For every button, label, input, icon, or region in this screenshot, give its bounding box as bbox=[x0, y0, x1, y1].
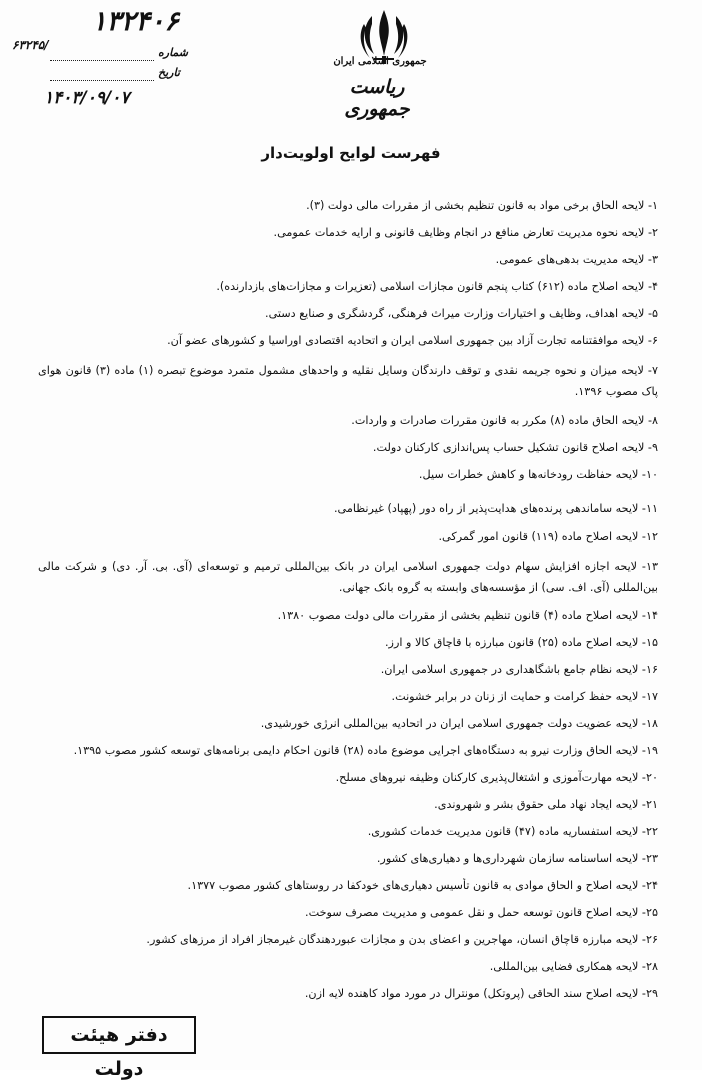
list-item: ۲۴- لایحه اصلاح و الحاق موادی به قانون تأسیس دهیاری‌های خودکفا در روستاهای کشور مصوب ۱۳۷۷. bbox=[187, 879, 658, 892]
list-item: ۲۰- لایحه مهارت‌آموزی و اشتغال‌پذیری کارکنان وظیفه نیروهای مسلح. bbox=[335, 771, 658, 784]
list-item: ۱۴- لایحه اصلاح ماده (۴) قانون تنظیم بخشی از مقررات مالی دولت مصوب ۱۳۸۰. bbox=[277, 609, 658, 622]
list-item: ۵- لایحه اهداف، وظایف و اختیارات وزارت میراث فرهنگی، گردشگری و صنایع دستی. bbox=[265, 307, 658, 320]
list-item: ۱۲- لایحه اصلاح ماده (۱۱۹) قانون امور گمرکی. bbox=[438, 530, 658, 543]
list-item: ۹- لایحه اصلاح قانون تشکیل حساب پس‌اندازی کارکنان دولت. bbox=[372, 441, 658, 454]
list-item: ۳- لایحه مدیریت بدهی‌های عمومی. bbox=[495, 253, 658, 266]
list-item: ۴- لایحه اصلاح ماده (۶۱۲) کتاب پنجم قانون مجازات اسلامی (تعزیرات و مجازات‌های بازدارنده). bbox=[216, 280, 658, 293]
list-item: ۲۳- لایحه اساسنامه سازمان شهرداری‌ها و دهیاری‌های کشور. bbox=[376, 852, 658, 865]
date-line bbox=[50, 80, 154, 81]
document-title: فهرست لوایح اولویت‌دار bbox=[261, 144, 441, 162]
list-item: ۸- لایحه الحاق ماده (۸) مکرر به قانون مقررات صادرات و واردات. bbox=[351, 414, 658, 427]
list-item: ۲۸- لایحه همکاری فضایی بین‌المللی. bbox=[489, 960, 658, 973]
list-item: ۱۳- لایحه اجازه افزایش سهام دولت جمهوری اسلامی ایران در بانک بین‌المللی ترمیم و توسعه‌ای (آی. بی. آر. دی) و شرکت مالی بین‌المللی (آی. اف. سی) از مؤسسه‌های وابسته به گروه بانک جهانی. bbox=[38, 560, 658, 594]
list-item: ۱۹- لایحه الحاق وزارت نیرو به دستگاه‌های اجرایی موضوع ماده (۲۸) قانون احکام دایمی برنامه‌های توسعه کشور مصوب ۱۳۹۵. bbox=[73, 744, 658, 757]
number-label: شماره bbox=[158, 46, 189, 59]
list-item: ۲۶- لایحه مبارزه قاچاق انسان، مهاجرین و اعضای بدن و مجازات عبوردهندگان غیرمجاز افراد از مرزهای کشور. bbox=[146, 933, 658, 946]
list-item: ۱۰- لایحه حفاظت رودخانه‌ها و کاهش خطرات سیل. bbox=[418, 468, 658, 481]
list-item: ۱۱- لایحه ساماندهی پرنده‌های هدایت‌پذیر از راه دور (پهپاد) غیرنظامی. bbox=[333, 502, 658, 515]
list-item: ۱۸- لایحه عضویت دولت جمهوری اسلامی ایران در اتحادیه بین‌المللی انرژی خورشیدی. bbox=[260, 717, 658, 730]
header-republic: جمهوری اسلامی ایران bbox=[333, 56, 427, 67]
list-item: ۲۹- لایحه اصلاح سند الحاقی (پروتکل) مونترال در مورد مواد کاهنده لایه ازن. bbox=[304, 987, 658, 1000]
header-presidency: ریاست جمهوری bbox=[344, 76, 410, 120]
list-item: ۲۵- لایحه اصلاح قانون توسعه حمل و نقل عمومی و مدیریت مصرف سوخت. bbox=[305, 906, 658, 919]
list-item: ۶- لایحه موافقتنامه تجارت آزاد بین جمهوری اسلامی ایران و اتحادیه اقتصادی اوراسیا و کشورهای عضو آن. bbox=[167, 334, 658, 347]
list-item: ۲- لایحه نحوه مدیریت تعارض منافع در انجام وظایف قانونی و ارایه خدمات عمومی. bbox=[273, 226, 658, 239]
registration-code: ۶۳۲۴۵/ bbox=[12, 38, 49, 52]
list-item: ۲۱- لایحه ایجاد نهاد ملی حقوق بشر و شهروندی. bbox=[434, 798, 658, 811]
list-item: ۱۵- لایحه اصلاح ماده (۲۵) قانون مبارزه با قاچاق کالا و ارز. bbox=[385, 636, 658, 649]
priority-bills-list bbox=[38, 198, 658, 1002]
number-line bbox=[50, 60, 154, 61]
list-item: ۱- لایحه الحاق برخی مواد به قانون تنظیم بخشی از مقررات مالی دولت (۳). bbox=[306, 199, 658, 212]
date-label: تاریخ bbox=[158, 66, 180, 79]
list-item: ۲۲- لایحه استفساریه ماده (۴۷) قانون مدیریت خدمات کشوری. bbox=[367, 825, 658, 838]
list-item: ۱۶- لایحه نظام جامع باشگاهداری در جمهوری اسلامی ایران. bbox=[380, 663, 658, 676]
office-stamp: دفتر هیئت دولت bbox=[42, 1016, 196, 1054]
list-item: ۷- لایحه میزان و نحوه جریمه نقدی و توقف دارندگان وسایل نقلیه و واحدهای مشمول متمرد موضوع تبصره (۱) ماده (۳) قانون هوای پاک مصوب ۱۳۹۶. bbox=[38, 364, 658, 398]
registration-number: ۱۳۲۴۰۶ bbox=[92, 6, 180, 37]
registration-date: ۱۴۰۳/۰۹/۰۷ bbox=[44, 88, 130, 108]
list-item: ۱۷- لایحه حفظ کرامت و حمایت از زنان در برابر خشونت. bbox=[391, 690, 658, 703]
